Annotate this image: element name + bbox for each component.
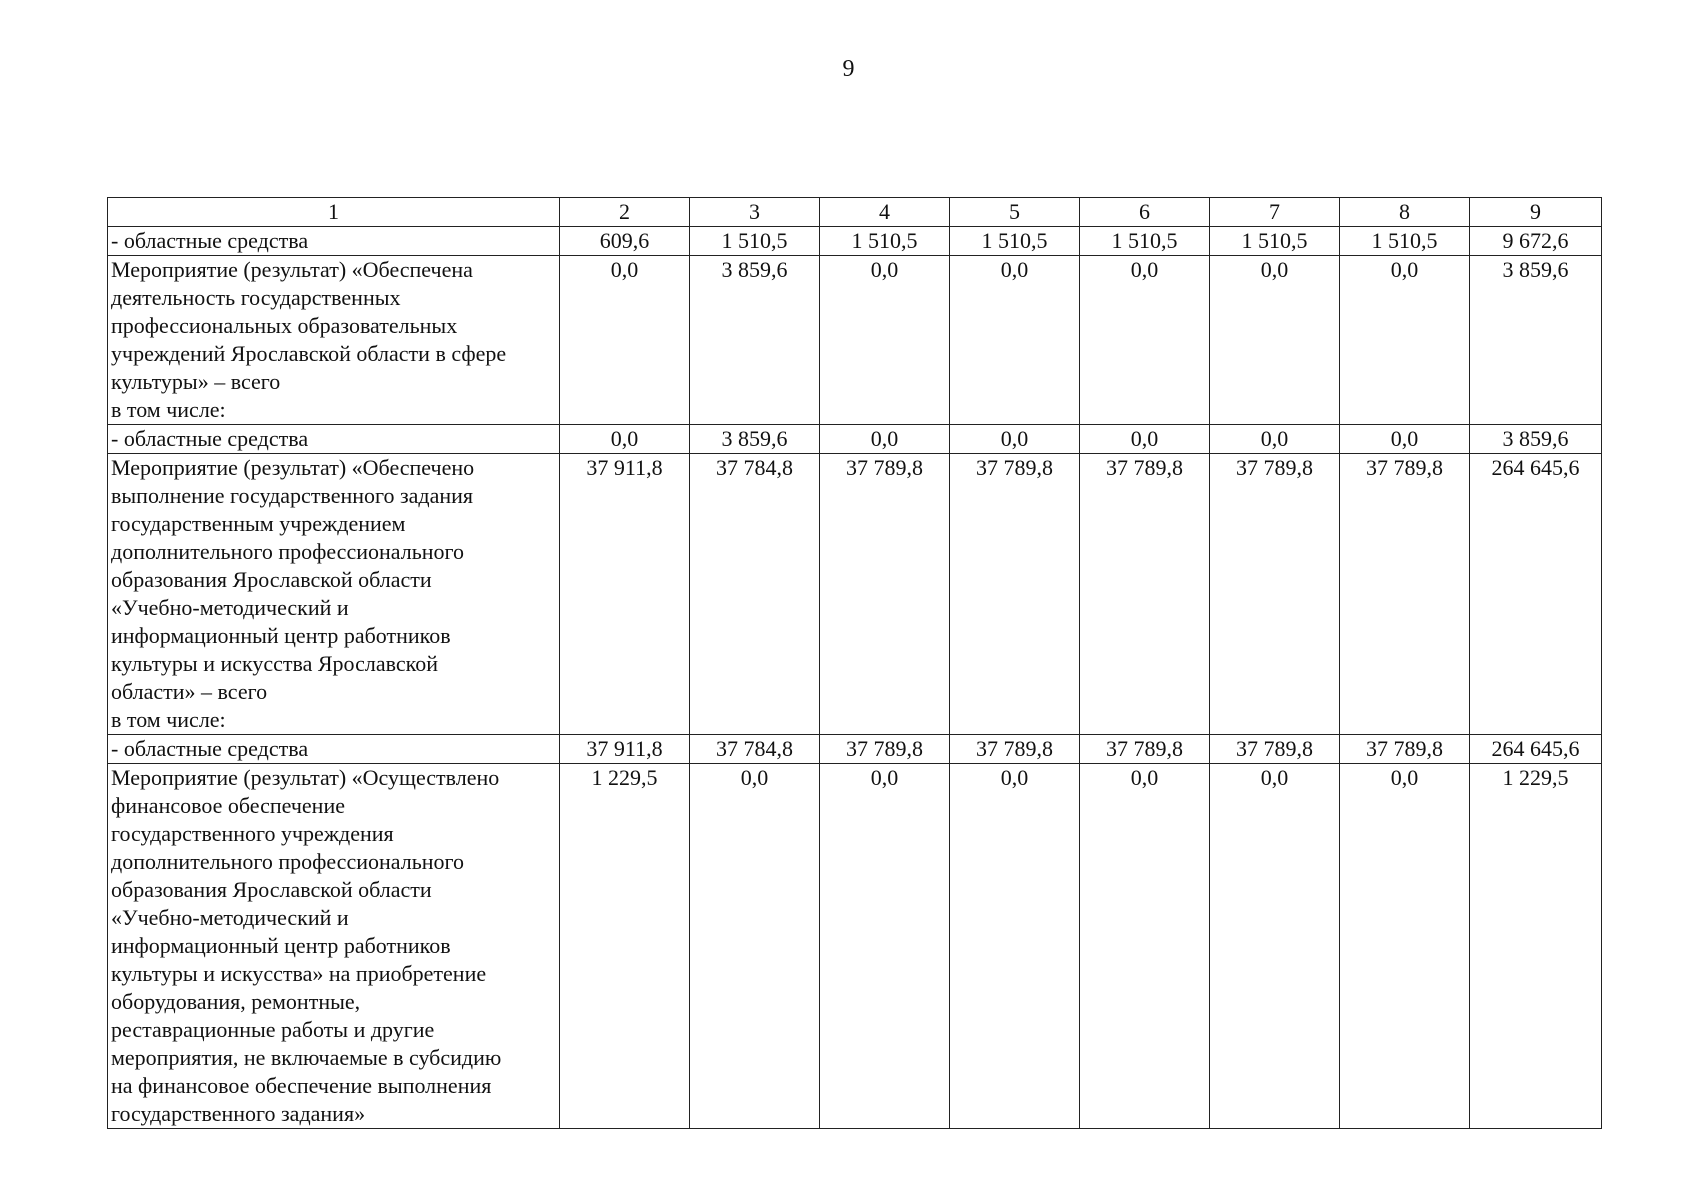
budget-table <box>107 197 1602 1129</box>
table-row <box>108 454 1602 735</box>
header-cell: 4 <box>820 198 950 227</box>
table-header-row <box>108 198 1602 227</box>
value-cell: 0,0 <box>1340 425 1470 454</box>
value-cell: 0,0 <box>820 764 950 1129</box>
header-cell: 9 <box>1470 198 1602 227</box>
value-cell: 0,0 <box>950 425 1080 454</box>
header-cell: 3 <box>690 198 820 227</box>
value-cell: 0,0 <box>690 764 820 1129</box>
value-cell: 3 859,6 <box>690 425 820 454</box>
value-cell: 37 789,8 <box>1080 735 1210 764</box>
value-cell: 1 510,5 <box>1340 227 1470 256</box>
value-cell: 37 789,8 <box>820 454 950 735</box>
value-cell: 0,0 <box>1340 764 1470 1129</box>
value-cell: 264 645,6 <box>1470 735 1602 764</box>
value-cell: 37 789,8 <box>1210 454 1340 735</box>
table-row <box>108 425 1602 454</box>
value-cell: 1 510,5 <box>1210 227 1340 256</box>
value-cell: 3 859,6 <box>1470 425 1602 454</box>
table-row <box>108 256 1602 425</box>
value-cell: 1 510,5 <box>820 227 950 256</box>
value-cell: 37 784,8 <box>690 735 820 764</box>
value-cell: 0,0 <box>1080 256 1210 425</box>
value-cell: 37 789,8 <box>1080 454 1210 735</box>
header-cell: 6 <box>1080 198 1210 227</box>
value-cell: 0,0 <box>1080 425 1210 454</box>
value-cell: 37 789,8 <box>950 454 1080 735</box>
value-cell: 37 789,8 <box>1340 735 1470 764</box>
value-cell: 609,6 <box>560 227 690 256</box>
header-cell: 7 <box>1210 198 1340 227</box>
value-cell: 1 510,5 <box>1080 227 1210 256</box>
value-cell: 9 672,6 <box>1470 227 1602 256</box>
value-cell: 0,0 <box>820 256 950 425</box>
row-label-cell: Мероприятие (результат) «Обеспечена деятельность государственных профессиональных образовательных учреждений Ярославской области в сфере культуры» – всего в том числе: <box>108 256 560 425</box>
header-cell: 1 <box>108 198 560 227</box>
value-cell: 0,0 <box>950 256 1080 425</box>
value-cell: 37 789,8 <box>950 735 1080 764</box>
value-cell: 0,0 <box>1210 764 1340 1129</box>
value-cell: 37 789,8 <box>1210 735 1340 764</box>
header-cell: 2 <box>560 198 690 227</box>
value-cell: 1 510,5 <box>690 227 820 256</box>
budget-table-body <box>108 198 1602 1129</box>
value-cell: 1 229,5 <box>560 764 690 1129</box>
value-cell: 1 229,5 <box>1470 764 1602 1129</box>
value-cell: 37 911,8 <box>560 454 690 735</box>
row-label-cell: Мероприятие (результат) «Обеспечено выполнение государственного задания государственным учреждением дополнительного профессионального образования Ярославской области «Учебно-методический и информационный центр работников культуры и искусства Ярославской области» – всего в том числе: <box>108 454 560 735</box>
table-row <box>108 764 1602 1129</box>
value-cell: 0,0 <box>1340 256 1470 425</box>
value-cell: 0,0 <box>950 764 1080 1129</box>
row-label-cell: - областные средства <box>108 425 560 454</box>
row-label-cell: - областные средства <box>108 227 560 256</box>
value-cell: 3 859,6 <box>1470 256 1602 425</box>
value-cell: 0,0 <box>1080 764 1210 1129</box>
value-cell: 37 789,8 <box>820 735 950 764</box>
value-cell: 0,0 <box>1210 256 1340 425</box>
value-cell: 264 645,6 <box>1470 454 1602 735</box>
table-row <box>108 735 1602 764</box>
value-cell: 3 859,6 <box>690 256 820 425</box>
value-cell: 37 911,8 <box>560 735 690 764</box>
page-number: 9 <box>842 56 855 82</box>
value-cell: 1 510,5 <box>950 227 1080 256</box>
table-row <box>108 227 1602 256</box>
value-cell: 0,0 <box>1210 425 1340 454</box>
row-label-cell: - областные средства <box>108 735 560 764</box>
value-cell: 37 784,8 <box>690 454 820 735</box>
value-cell: 0,0 <box>560 256 690 425</box>
value-cell: 0,0 <box>560 425 690 454</box>
header-cell: 8 <box>1340 198 1470 227</box>
header-cell: 5 <box>950 198 1080 227</box>
row-label-cell: Мероприятие (результат) «Осуществлено финансовое обеспечение государственного учреждения дополнительного профессионального образования Ярославской области «Учебно-методический и информационный центр работников культуры и искусства» на приобретение оборудования, ремонтные, реставрационные работы и другие мероприятия, не включаемые в субсидию на финансовое обеспечение выполнения государственного задания» <box>108 764 560 1129</box>
value-cell: 37 789,8 <box>1340 454 1470 735</box>
value-cell: 0,0 <box>820 425 950 454</box>
